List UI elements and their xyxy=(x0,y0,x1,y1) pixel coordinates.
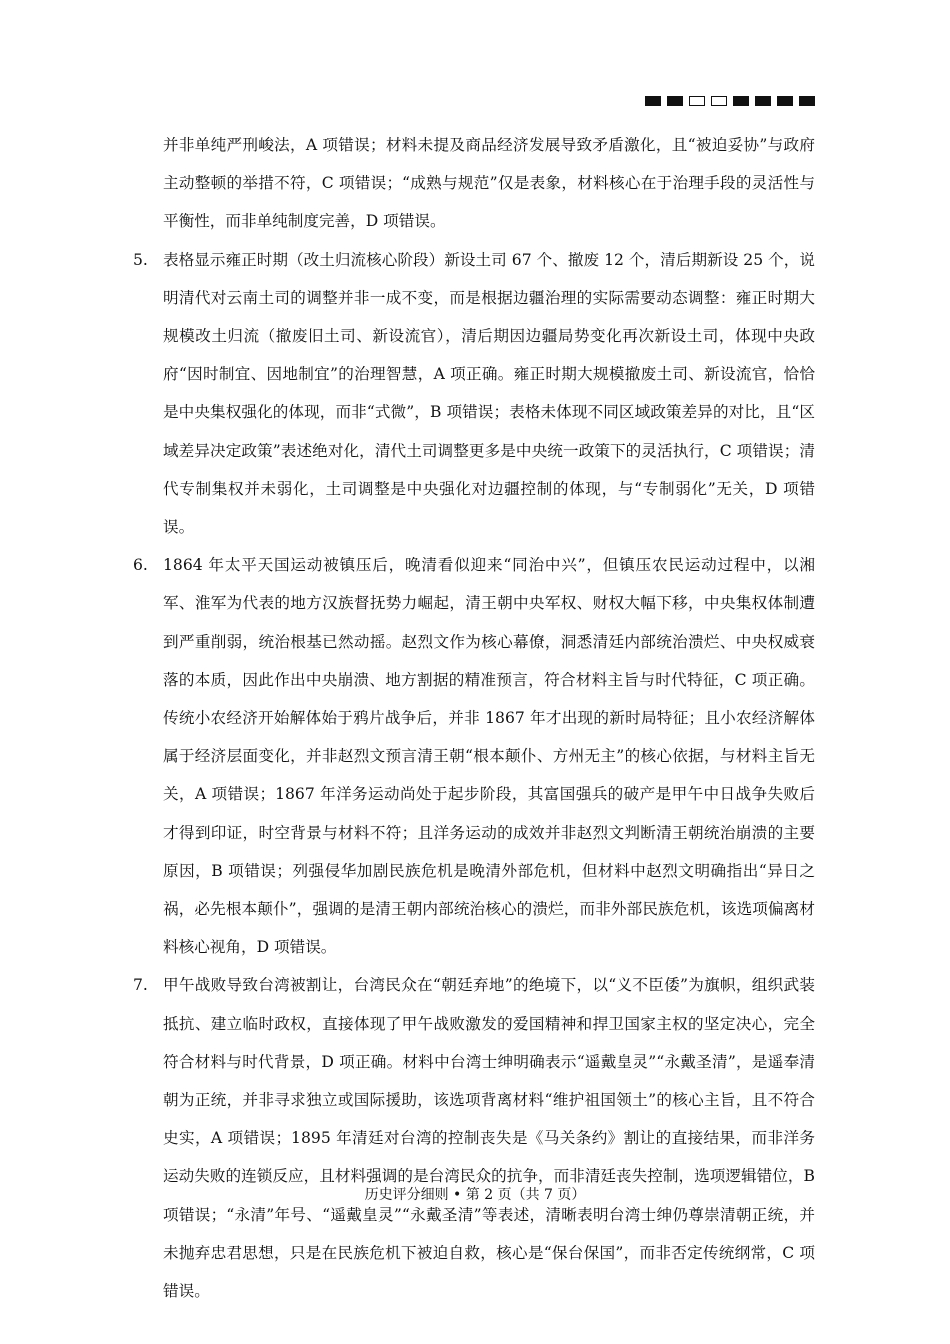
item-text: 1864 年太平天国运动被镇压后，晚清看似迎来“同治中兴”，但镇压农民运动过程中，以湘军、淮军为代表的地方汉族督抚势力崛起，清王朝中央军权、财权大幅下移，中央集权体制遭到严重削弱，统治根基已然动摇。赵烈文作为核心幕僚，洞悉清廷内部统治溃烂、中央权威衰落的本质，因此作出中央崩溃、地方割据的精准预言，符合材料主旨与时代特征，C 项正确。传统小农经济开始解体始于鸦片战争后，并非 1867 年才出现的新时局特征；且小农经济解体属于经济层面变化，并非赵烈文预言清王朝“根本颠仆、方州无主”的核心依据，与材料主旨无关，A 项错误；1867 年洋务运动尚处于起步阶段，其富国强兵的破产是甲午中日战争失败后才得到印证，时空背景与材料不符；且洋务运动的成效并非赵烈文判断清王朝统治崩溃的主要原因，B 项错误；列强侵华加剧民族危机是晚清外部危机，但材料中赵烈文明确指出“异日之祸，必先根本颠仆”，强调的是清王朝内部统治核心的溃烂，而非外部民族危机，该选项偏离材料核心视角，D 项错误。 xyxy=(163,556,815,957)
item-number: 7. xyxy=(133,976,148,995)
header-mark xyxy=(733,96,749,106)
header-mark xyxy=(667,96,683,106)
header-mark xyxy=(645,96,661,106)
header-mark xyxy=(777,96,793,106)
header-marks xyxy=(645,96,815,106)
header-mark xyxy=(689,96,705,106)
page-footer: 历史评分细则 • 第 2 页（共 7 页） xyxy=(364,1187,586,1203)
item-number: 6. xyxy=(133,556,148,575)
item-number: 5. xyxy=(133,250,148,269)
continuation-paragraph: 并非单纯严刑峻法，A 项错误；材料未提及商品经济发展导致矛盾激化，且“被迫妥协”与政府主动整顿的举措不符，C 项错误；“成熟与规范”仅是表象，材料核心在于治理手段的灵活性与平衡性，而非单纯制度完善，D 项错误。 xyxy=(163,136,815,231)
answer-item-6 xyxy=(133,546,815,966)
item-text: 甲午战败导致台湾被割让，台湾民众在“朝廷弃地”的绝境下，以“义不臣倭”为旗帜，组织武装抵抗、建立临时政权，直接体现了甲午战败激发的爱国精神和捍卫国家主权的坚定决心，完全符合材料与时代背景，D 项正确。材料中台湾士绅明确表示“遥戴皇灵”“永戴圣清”，是遥奉清朝为正统，并非寻求独立或国际援助，该选项背离材料“维护祖国领土”的核心主旨，且不符合史实，A 项错误；1895 年清廷对台湾的控制丧失是《马关条约》割让的直接结果，而非洋务运动失败的连锁反应，且材料强调的是台湾民众的抗争，而非清廷丧失控制，选项逻辑错位，B 项错误；“永清”年号、“遥戴皇灵”“永戴圣清”等表述，清晰表明台湾士绅仍尊崇清朝正统，并未抛弃忠君思想，只是在民族危机下被迫自救，核心是“保台保国”，而非否定传统纲常，C 项错误。 xyxy=(163,976,815,1301)
item-text: 表格显示雍正时期（改土归流核心阶段）新设土司 67 个、撤废 12 个，清后期新设 25 个，说明清代对云南土司的调整并非一成不变，而是根据边疆治理的实际需要动态调整：雍正时期大规模改土归流（撤废旧土司、新设流官），清后期因边疆局势变化再次新设土司，体现中央政府“因时制宜、因地制宜”的治理智慧，A 项正确。雍正时期大规模撤废土司、新设流官，恰恰是中央集权强化的体现，而非“式微”，B 项错误；表格未体现不同区域政策差异的对比，且“区域差异决定政策”表述绝对化，清代土司调整更多是中央统一政策下的灵活执行，C 项错误；清代专制集权并未弱化，土司调整是中央强化对边疆控制的体现，与“专制弱化”无关，D 项错误。 xyxy=(163,250,815,537)
answer-item-7 xyxy=(133,966,815,1310)
header-mark xyxy=(755,96,771,106)
header-mark xyxy=(799,96,815,106)
answer-item-5 xyxy=(133,241,815,547)
answer-body xyxy=(133,126,815,1310)
header-mark xyxy=(711,96,727,106)
